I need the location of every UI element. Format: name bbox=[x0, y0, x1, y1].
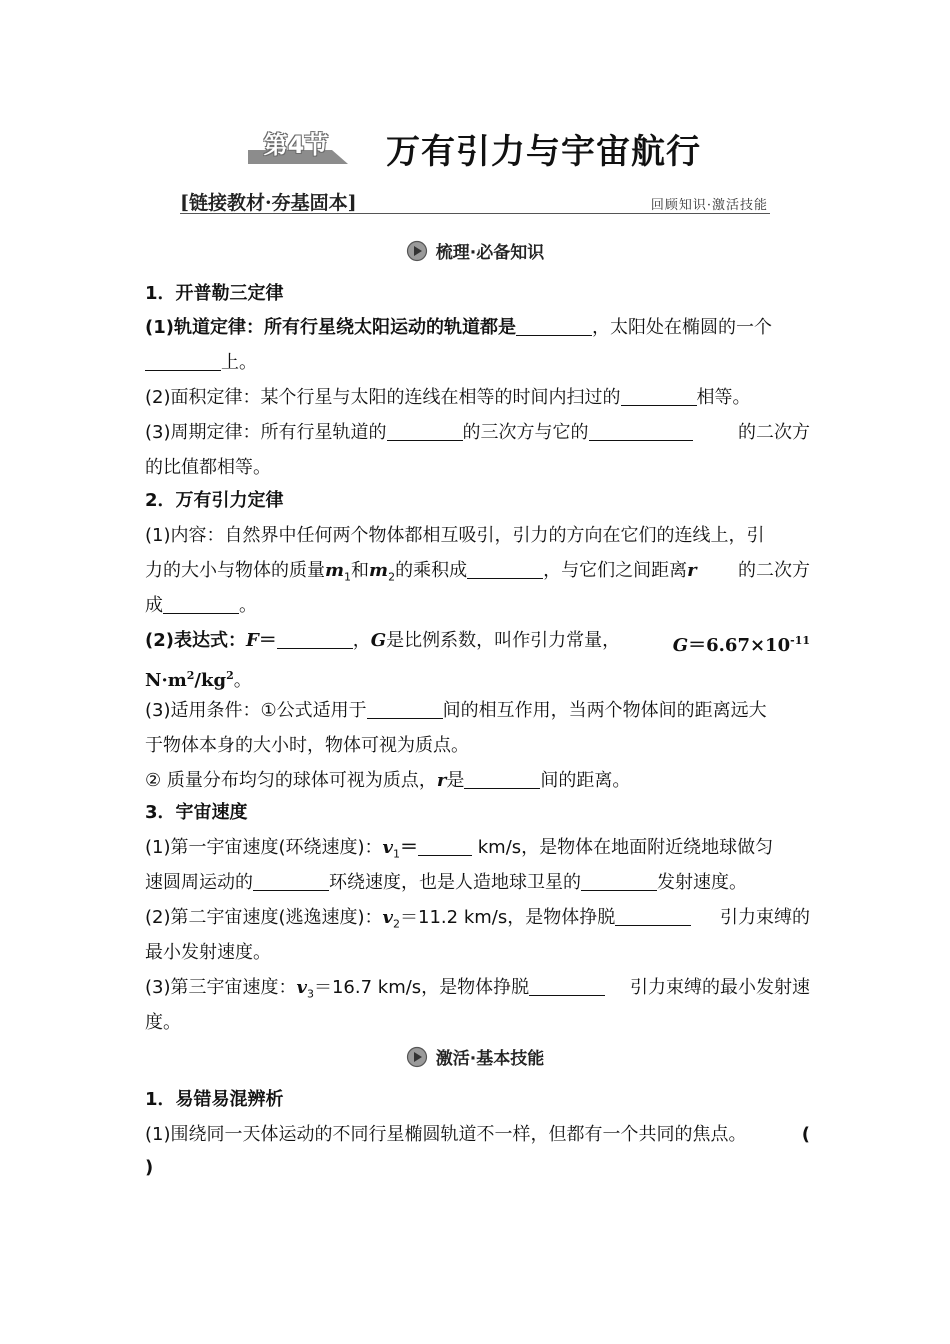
equals-sign: ＝ bbox=[258, 630, 277, 651]
fill-blank[interactable] bbox=[253, 872, 329, 891]
banner bbox=[180, 188, 770, 216]
fill-blank[interactable] bbox=[615, 907, 691, 926]
fill-blank[interactable] bbox=[621, 387, 697, 406]
exponent: -11 bbox=[790, 634, 810, 647]
text: 间的相互作用，当两个物体间的距离远大 bbox=[442, 700, 767, 721]
text: 的三次方与它的 bbox=[462, 422, 589, 443]
fill-blank[interactable] bbox=[145, 352, 221, 371]
text: ＝11.2 km/s，是物体挣脱 bbox=[400, 907, 616, 928]
heading-gravitation: 2．万有引力定律 bbox=[145, 490, 284, 511]
fill-blank[interactable] bbox=[516, 317, 592, 336]
heading-cosmic-velocity: 3．宇宙速度 bbox=[145, 802, 248, 823]
text: 上。 bbox=[221, 352, 257, 373]
text: km/s，是物体在地面附近绕地球做匀 bbox=[472, 837, 774, 858]
kepler-law-3-cont: 的比值都相等。 bbox=[145, 457, 271, 478]
text: ， bbox=[352, 630, 371, 651]
section-heading-text: 梳理·必备知识 bbox=[435, 243, 545, 263]
text: 。 bbox=[239, 595, 257, 616]
judgement-1 bbox=[145, 1117, 810, 1152]
text: 发射速度。 bbox=[657, 872, 747, 893]
text: 的乘积成 bbox=[395, 560, 468, 581]
text: ，与它们之间距离 bbox=[543, 560, 688, 581]
unit: /kg bbox=[194, 670, 227, 691]
text: ，太阳处在椭圆的一个 bbox=[591, 317, 772, 338]
kepler-law-1 bbox=[145, 310, 810, 345]
answer-bracket-open[interactable]: ( bbox=[801, 1124, 810, 1145]
superscript: 2 bbox=[186, 669, 195, 682]
fill-blank[interactable] bbox=[529, 977, 605, 996]
gravitation-units bbox=[145, 658, 810, 693]
text: 引力束缚的 bbox=[720, 907, 810, 928]
text: 成 bbox=[145, 595, 163, 616]
gravitation-condition-3 bbox=[145, 763, 810, 798]
gravitation-content-2 bbox=[145, 553, 810, 588]
text: 的二次方 bbox=[738, 422, 810, 443]
heading-error-analysis: 1．易错易混辨析 bbox=[145, 1089, 284, 1110]
text: (2)表达式： bbox=[145, 630, 246, 651]
text: 环绕速度，也是人造地球卫星的 bbox=[329, 872, 581, 893]
text: 速圆周运动的 bbox=[145, 872, 253, 893]
velocity-1-cont bbox=[145, 865, 810, 900]
gravitation-content-3 bbox=[145, 588, 810, 623]
symbol-r: r bbox=[436, 770, 447, 791]
equals-sign: ＝ bbox=[400, 837, 419, 858]
velocity-2 bbox=[145, 900, 810, 935]
symbol-m: m bbox=[325, 560, 345, 581]
fill-blank[interactable] bbox=[467, 560, 543, 579]
text: (3)周期定律：所有行星轨道的 bbox=[145, 422, 387, 443]
gravitation-content: (1)内容：自然界中任何两个物体都相互吸引，引力的方向在它们的连线上，引 bbox=[145, 525, 765, 546]
text: (2)面积定律：某个行星与太阳的连线在相等的时间内扫过的 bbox=[145, 387, 621, 408]
section-heading-skills bbox=[0, 1044, 950, 1068]
fill-blank[interactable] bbox=[418, 837, 472, 856]
title-row bbox=[0, 124, 950, 174]
text: (1)第一宇宙速度(环绕速度)： bbox=[145, 837, 383, 858]
superscript: 2 bbox=[226, 669, 234, 682]
text: (3)适用条件：①公式适用于 bbox=[145, 700, 367, 721]
kepler-law-2 bbox=[145, 380, 810, 415]
symbol-G: G bbox=[672, 635, 689, 656]
symbol-r: r bbox=[687, 560, 697, 581]
gravitation-condition-2: 于物体本身的大小时，物体可视为质点。 bbox=[145, 735, 469, 756]
subscript: 3 bbox=[306, 987, 314, 1001]
fill-blank[interactable] bbox=[277, 630, 353, 649]
banner-divider bbox=[180, 213, 770, 214]
velocity-1 bbox=[145, 830, 810, 865]
constant-value: ＝6.67×10 bbox=[688, 635, 791, 656]
velocity-3 bbox=[145, 970, 810, 1005]
text: 相等。 bbox=[696, 387, 751, 408]
text: 和 bbox=[351, 560, 370, 581]
text: 是 bbox=[446, 770, 465, 791]
subscript: 1 bbox=[393, 847, 401, 861]
fill-blank[interactable] bbox=[367, 700, 443, 719]
subscript: 2 bbox=[388, 570, 396, 584]
banner-left-label: [链接教材·夯基固本] bbox=[180, 192, 357, 214]
text: 。 bbox=[233, 670, 252, 691]
symbol-m: m bbox=[369, 560, 389, 581]
judgement-1-cont[interactable]: ) bbox=[145, 1157, 154, 1178]
kepler-law-1-cont bbox=[145, 345, 810, 380]
text: 引力束缚的最小发射速 bbox=[630, 977, 810, 998]
text: ＝16.7 km/s，是物体挣脱 bbox=[313, 977, 530, 998]
fill-blank[interactable] bbox=[163, 595, 239, 614]
text: 间的距离。 bbox=[540, 770, 631, 791]
subscript: 1 bbox=[344, 570, 352, 584]
page-title: 万有引力与宇宙航行 bbox=[386, 132, 701, 172]
kepler-law-3 bbox=[145, 415, 810, 450]
gravitation-condition bbox=[145, 693, 810, 728]
subscript: 2 bbox=[393, 917, 401, 931]
text: (1)轨道定律：所有行星绕太阳运动的轨道都是 bbox=[145, 317, 516, 338]
text: (3)第三宇宙速度： bbox=[145, 977, 297, 998]
statement: (1)围绕同一天体运动的不同行星椭圆轨道不一样，但都有一个共同的焦点。 bbox=[145, 1124, 747, 1145]
symbol-v: v bbox=[296, 977, 307, 998]
fill-blank[interactable] bbox=[387, 422, 463, 441]
velocity-2-cont: 最小发射速度。 bbox=[145, 942, 271, 963]
text: ② 质量分布均匀的球体可视为质点， bbox=[145, 770, 437, 791]
gravitation-formula bbox=[145, 623, 810, 658]
velocity-3-cont: 度。 bbox=[145, 1012, 181, 1033]
play-circle-icon bbox=[406, 240, 428, 262]
fill-blank[interactable] bbox=[464, 770, 540, 789]
fill-blank[interactable] bbox=[581, 872, 657, 891]
badge-text: 第4节 bbox=[263, 131, 329, 159]
section-heading-knowledge bbox=[0, 238, 950, 262]
symbol-F: F bbox=[245, 630, 259, 651]
symbol-v: v bbox=[382, 907, 394, 928]
play-circle-icon bbox=[406, 1046, 428, 1068]
text: 是比例系数，叫作引力常量， bbox=[386, 630, 621, 651]
section-badge bbox=[248, 130, 348, 160]
heading-kepler: 1．开普勒三定律 bbox=[145, 283, 284, 304]
section-heading-text: 激活·基本技能 bbox=[435, 1049, 545, 1069]
text: 的二次方 bbox=[738, 560, 810, 581]
unit: N·m bbox=[145, 670, 187, 691]
text: (2)第二宇宙速度(逃逸速度)： bbox=[145, 907, 383, 928]
symbol-v: v bbox=[382, 837, 394, 858]
banner-right-label: 回顾知识·激活技能 bbox=[650, 198, 768, 213]
text: 力的大小与物体的质量 bbox=[145, 560, 325, 581]
fill-blank[interactable] bbox=[589, 422, 693, 441]
symbol-G: G bbox=[370, 630, 387, 651]
